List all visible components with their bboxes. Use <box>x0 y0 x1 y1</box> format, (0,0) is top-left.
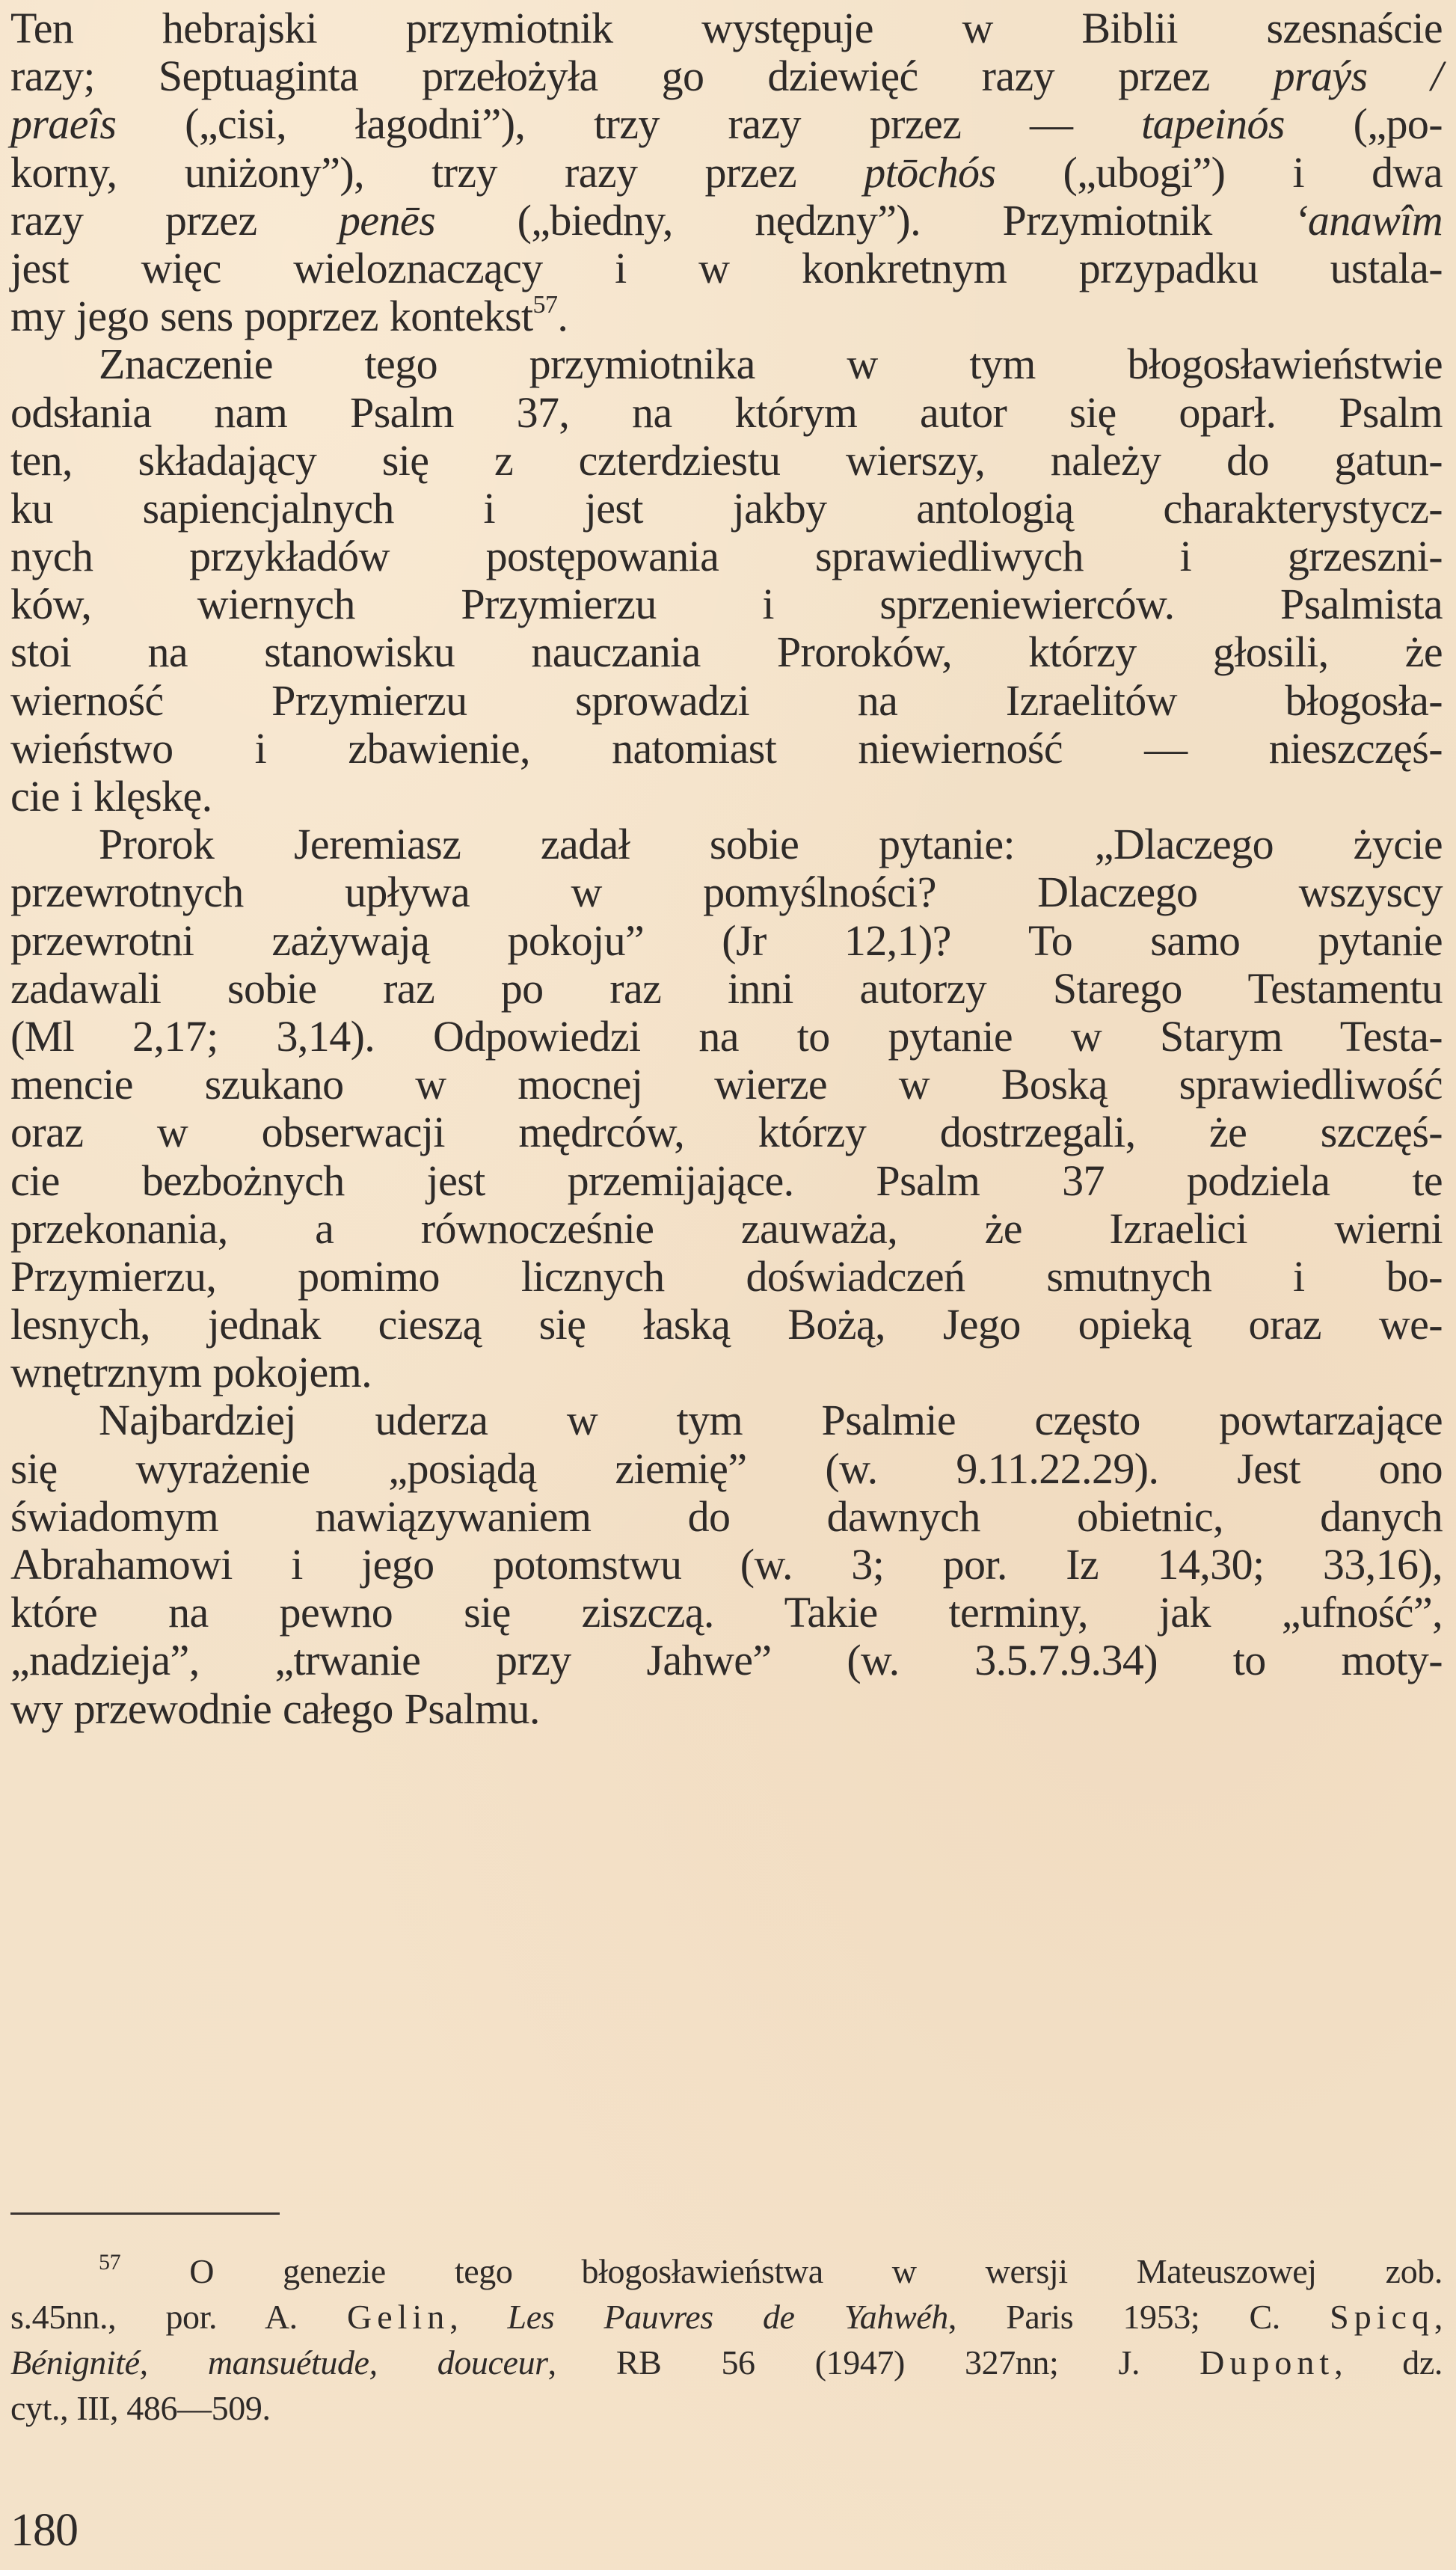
text-run: . <box>557 292 568 341</box>
text-line <box>10 197 1443 245</box>
text-run: przekonania, a równocześnie zauważa, że Izraelici wierni <box>10 1203 1443 1253</box>
text-run: Znaczenie tego przymiotnika w tym błogosławieństwie <box>99 340 1443 389</box>
text-run: („biedny, nędzny”). Przymiotnik <box>435 195 1294 245</box>
text-line <box>10 100 1443 148</box>
text-run: nych przykładów postępowania sprawiedliwych i grzeszni- <box>10 532 1443 581</box>
text-run: oraz w obserwacji mędrców, którzy dostrzegali, że szczęś- <box>10 1108 1443 1157</box>
text-run: wierność Przymierzu sprowadzi na Izraelitów błogosła- <box>10 675 1443 725</box>
footnote-reference: 57 <box>99 2249 121 2275</box>
text-run: odsłania nam Psalm 37, na którym autor się oparł. Psalm <box>10 387 1443 437</box>
italic-term: tapeinós <box>1141 99 1285 149</box>
text-line <box>10 485 1443 533</box>
text-line <box>10 340 1443 388</box>
text-line <box>10 533 1443 580</box>
text-run: s.45nn., por. A. <box>10 2298 347 2336</box>
text-run: („cisi, łagodni”), trzy razy przez — <box>116 99 1142 149</box>
text-line <box>10 821 1443 868</box>
author-name: Spicq <box>1330 2298 1434 2336</box>
text-line <box>10 245 1443 292</box>
text-line <box>10 1541 1443 1589</box>
paragraph-p3 <box>10 821 1443 1396</box>
text-run: Abrahamowi i jego potomstwu (w. 3; por. Iz 14,30; 33,16), <box>10 1540 1443 1589</box>
italic-term: penēs <box>338 195 436 245</box>
text-run: jest więc wieloznaczący i w konkretnym przypadku ustala- <box>10 243 1443 292</box>
text-run: wnętrznym pokojem. <box>10 1348 372 1397</box>
author-name: Dupont <box>1199 2343 1335 2382</box>
text-line <box>10 1108 1443 1156</box>
footnote-reference: 57 <box>532 290 558 319</box>
footnote-line <box>10 2248 1443 2294</box>
author-name: Gelin <box>347 2298 450 2336</box>
text-run: , Paris 1953; C. <box>947 2298 1330 2336</box>
text-run: się wyrażenie „posiądą ziemię” (w. 9.11.22.29). Jest ono <box>10 1444 1443 1493</box>
paragraph-p2 <box>10 340 1443 821</box>
italic-term: praýs / <box>1273 52 1443 101</box>
text-run: , <box>1434 2298 1443 2336</box>
footnotes <box>10 2248 1443 2431</box>
text-run: wieństwo i zbawienie, natomiast niewierność — nieszczęś- <box>10 723 1443 773</box>
text-line <box>10 4 1443 52</box>
text-run: lesnych, jednak cieszą się łaską Bożą, Jego opieką oraz we- <box>10 1300 1443 1349</box>
text-line <box>10 389 1443 437</box>
text-run: (Ml 2,17; 3,14). Odpowiedzi na to pytanie w Starym Testa- <box>10 1011 1443 1061</box>
text-run: przewrotni zażywają pokoju” (Jr 12,1)? To samo pytanie <box>10 916 1443 965</box>
footnote-line <box>10 2340 1443 2385</box>
text-run: stoi na stanowisku nauczania Proroków, którzy głosili, że <box>10 628 1443 677</box>
text-run: my jego sens poprzez kontekst <box>10 292 533 341</box>
text-run: cie i klęskę. <box>10 772 212 821</box>
text-line <box>10 1205 1443 1253</box>
text-run: przewrotnych upływa w pomyślności? Dlaczego wszyscy <box>10 868 1443 917</box>
text-run: Ten hebrajski przymiotnik występuje w Biblii szesnaście <box>10 4 1443 52</box>
text-line <box>10 292 1443 340</box>
text-line <box>10 1349 1443 1396</box>
text-run: ku sapiencjalnych i jest jakby antologią charakterystycz- <box>10 483 1443 533</box>
text-line <box>10 1396 1443 1444</box>
text-line <box>10 1685 1443 1733</box>
text-line <box>10 1637 1443 1684</box>
text-run: które na pewno się ziszczą. Takie terminy, jak „ufność”, <box>10 1588 1443 1637</box>
text-line <box>10 965 1443 1013</box>
text-line <box>10 1061 1443 1108</box>
text-line <box>10 1301 1443 1349</box>
text-line <box>10 437 1443 485</box>
text-run: Przymierzu, pomimo licznych doświadczeń smutnych i bo- <box>10 1251 1443 1301</box>
text-line <box>10 580 1443 628</box>
text-line <box>10 1493 1443 1541</box>
italic-term: praeîs <box>10 99 117 149</box>
footnote-line <box>10 2385 1443 2431</box>
text-run: cie bezbożnych jest przemijające. Psalm 37 podziela te <box>10 1156 1443 1205</box>
text-line <box>10 677 1443 725</box>
text-line <box>10 725 1443 773</box>
text-line <box>10 628 1443 676</box>
text-run: razy przez <box>10 195 339 245</box>
text-run: zadawali sobie raz po raz inni autorzy Starego Testamentu <box>10 963 1443 1013</box>
text-line <box>10 149 1443 197</box>
text-line <box>10 773 1443 821</box>
paragraph-p1 <box>10 4 1443 340</box>
text-line <box>10 1589 1443 1637</box>
text-run: świadomym nawiązywaniem do dawnych obietnic, danych <box>10 1491 1443 1541</box>
text-line <box>10 1253 1443 1301</box>
italic-term: Les Pauvres de Yahwéh <box>507 2298 948 2336</box>
text-run: , RB 56 (1947) 327nn; J. <box>547 2343 1200 2382</box>
text-run: O genezie tego błogosławieństwa w wersji Mateuszowej zob. <box>120 2252 1443 2290</box>
text-line <box>10 917 1443 965</box>
text-line <box>10 1445 1443 1493</box>
text-run: cyt., III, 486—509. <box>10 2389 271 2427</box>
italic-term: Bénignité, mansuétude, douceur <box>10 2343 548 2382</box>
text-line <box>10 868 1443 916</box>
page-number: 180 <box>10 2505 78 2556</box>
text-run: ten, składający się z czterdziestu wierszy, należy do gatun- <box>10 435 1443 485</box>
text-run: („ubogi”) i dwa <box>995 147 1443 197</box>
text-line <box>10 1013 1443 1061</box>
text-run: razy; Septuaginta przełożyła go dziewięć razy przez <box>10 52 1274 101</box>
footnote-separator <box>10 2212 280 2215</box>
text-run: Prorok Jeremiasz zadał sobie pytanie: „Dlaczego życie <box>99 820 1443 869</box>
text-run: mencie szukano w mocnej wierze w Boską sprawiedliwość <box>10 1060 1443 1109</box>
footnote-57 <box>10 2248 1443 2431</box>
main-text <box>10 4 1443 1733</box>
text-run: , <box>449 2298 508 2336</box>
text-run: ków, wiernych Przymierzu i sprzeniewierców. Psalmista <box>10 580 1443 629</box>
text-run: „nadzieja”, „trwanie przy Jahwe” (w. 3.5.7.9.34) to moty- <box>10 1636 1443 1685</box>
text-line <box>10 1157 1443 1205</box>
italic-term: ptōchós <box>864 147 996 197</box>
text-run: („po- <box>1284 99 1443 149</box>
paragraph-p4 <box>10 1396 1443 1732</box>
text-run: , dz. <box>1334 2343 1443 2382</box>
text-run: wy przewodnie całego Psalmu. <box>10 1684 540 1733</box>
italic-term: ‘anawîm <box>1294 195 1443 245</box>
footnote-line <box>10 2294 1443 2340</box>
text-run: Najbardziej uderza w tym Psalmie często powtarzające <box>99 1396 1443 1445</box>
text-line <box>10 52 1443 100</box>
text-run: korny, uniżony”), trzy razy przez <box>10 147 864 197</box>
